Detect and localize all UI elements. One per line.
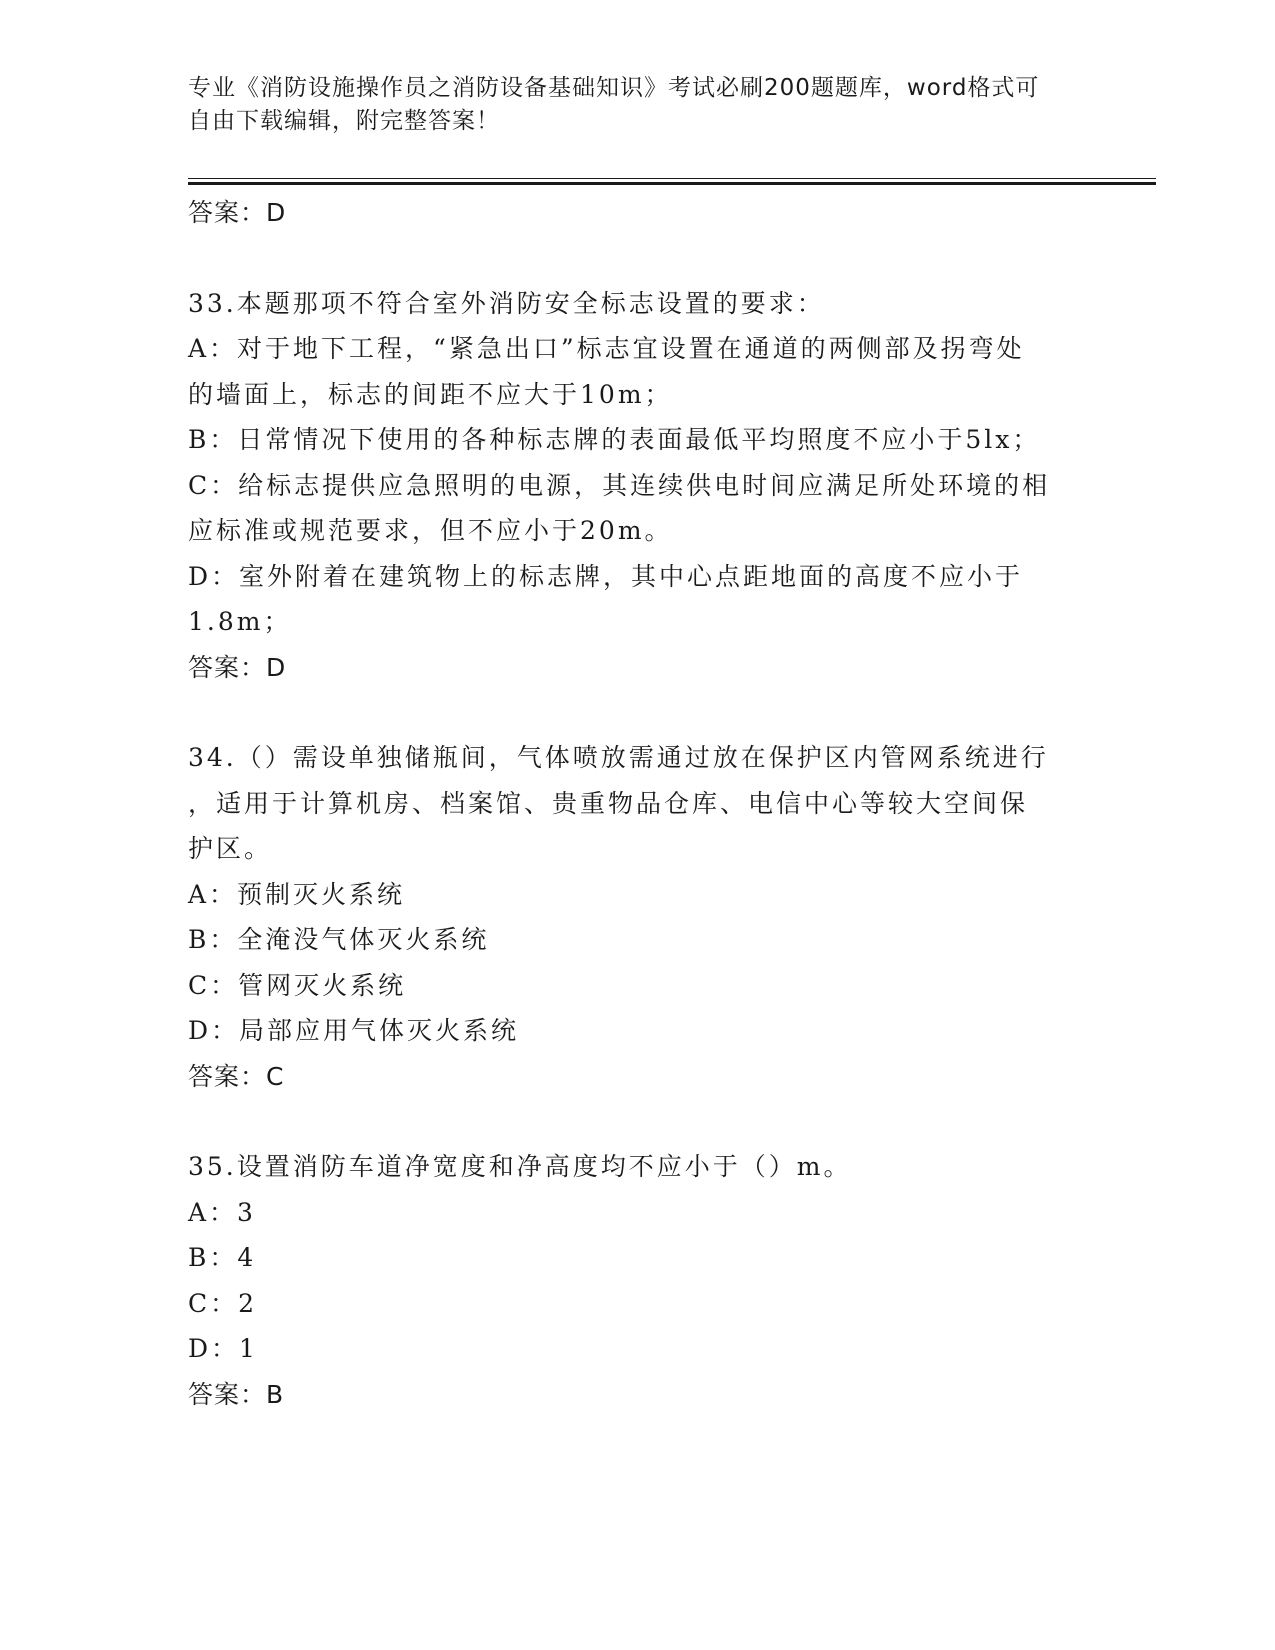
question-stem-cont: ，适用于计算机房、档案馆、贵重物品仓库、电信中心等较大空间保: [188, 788, 1029, 818]
question-35: [188, 1144, 1088, 1417]
header-line-2: 自由下载编辑，附完整答案！: [188, 108, 500, 134]
question-stem: 33.本题那项不符合室外消防安全标志设置的要求：: [188, 288, 825, 318]
answer: 答案：C: [188, 1061, 285, 1091]
answer: 答案：D: [188, 652, 287, 682]
option-a: A：3: [188, 1197, 256, 1227]
option-c: C：2: [188, 1288, 258, 1318]
option-d: D：1: [188, 1334, 258, 1363]
answer: 答案：B: [188, 1379, 285, 1409]
spacer: [188, 236, 1088, 281]
spacer: [188, 1099, 1088, 1144]
option-b: B：全淹没气体灭火系统: [188, 925, 490, 954]
option-d: D：室外附着在建筑物上的标志牌，其中心点距地面的高度不应小于: [188, 561, 1024, 591]
header-divider-thick: [188, 182, 1156, 185]
option-b: B：日常情况下使用的各种标志牌的表面最低平均照度不应小于5lx；: [188, 425, 1041, 454]
previous-answer: 答案：D: [188, 198, 287, 227]
option-b: B：4: [188, 1243, 257, 1272]
question-stem-cont: 护区。: [188, 834, 273, 863]
question-content: [188, 190, 1088, 1417]
option-a-cont: 的墙面上，标志的间距不应大于10m；: [188, 379, 673, 409]
option-c: C：给标志提供应急照明的电源，其连续供电时间应满足所处环境的相: [188, 470, 1051, 500]
option-a: A：预制灭火系统: [188, 879, 406, 909]
question-stem: 35.设置消防车道净宽度和净高度均不应小于（）m。: [188, 1152, 852, 1181]
option-c: C：管网灭火系统: [188, 970, 407, 1000]
option-d-cont: 1.8m；: [188, 607, 292, 636]
page-header: [188, 72, 1088, 138]
header-divider-thin: [188, 178, 1156, 179]
option-c-cont: 应标准或规范要求，但不应小于20m。: [188, 516, 673, 545]
question-33: [188, 281, 1088, 691]
question-stem: 34.（）需设单独储瓶间，气体喷放需通过放在保护区内管网系统进行: [188, 743, 1049, 772]
option-d: D：局部应用气体灭火系统: [188, 1016, 520, 1045]
header-line-1: 专业《消防设施操作员之消防设备基础知识》考试必刷200题题库，word格式可: [188, 75, 1040, 101]
question-34: [188, 735, 1088, 1099]
spacer: [188, 690, 1088, 735]
option-a: A：对于地下工程，“紧急出口”标志宜设置在通道的两侧部及拐弯处: [188, 334, 1025, 363]
